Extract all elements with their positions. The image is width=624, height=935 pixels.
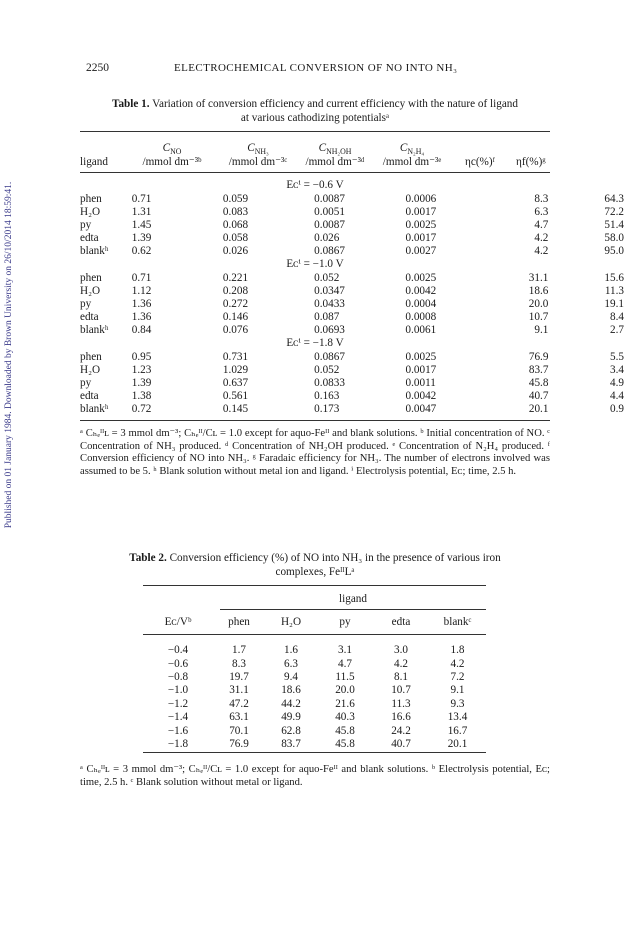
value-cell: 20.0 xyxy=(528,297,549,310)
value-cell: 31.1 xyxy=(229,684,249,697)
ligand-cell: phen xyxy=(80,193,102,205)
table1-col-eta-f: ηf(%)ᵍ xyxy=(516,156,546,168)
value-cell: 16.6 xyxy=(391,711,411,724)
value-cell: 8.3 xyxy=(534,193,549,205)
table1-caption-line1: Variation of conversion efficiency and current efficiency with the nature of ligand xyxy=(152,98,518,110)
publication-sidebar xyxy=(0,120,18,590)
table2-body xyxy=(143,644,486,751)
ligand-cell: H₂O xyxy=(80,205,101,218)
value-cell: 9.1 xyxy=(450,684,465,697)
table2-col-ec: Eᴄ/Vᵇ xyxy=(164,616,192,628)
value-cell: 40.7 xyxy=(528,389,549,402)
value-cell: 0.058 xyxy=(222,231,249,244)
table-row xyxy=(80,324,624,337)
table1-label: Table 1. xyxy=(112,98,150,110)
value-cell: 7.2 xyxy=(450,671,465,684)
value-cell: 0.0011 xyxy=(405,376,436,389)
value-cell: 11.3 xyxy=(391,697,411,710)
value-cell: 0.026 xyxy=(314,231,340,244)
table1-group-3 xyxy=(80,351,624,416)
value-cell: 76.9 xyxy=(229,737,249,750)
ligand-cell: py xyxy=(80,218,92,231)
value-cell: 20.1 xyxy=(528,402,549,415)
value-cell: 9.1 xyxy=(534,323,549,336)
value-cell: 0.146 xyxy=(222,310,249,323)
table-row xyxy=(80,193,624,206)
ligand-cell: blankʰ xyxy=(80,402,109,415)
value-cell: 16.7 xyxy=(447,724,468,737)
value-cell: 40.3 xyxy=(335,711,355,724)
ligand-cell: phen xyxy=(80,351,102,363)
value-cell: 44.2 xyxy=(281,697,301,710)
value-cell: 0.145 xyxy=(222,402,249,415)
value-cell: 0.221 xyxy=(222,272,249,284)
value-cell: 8.3 xyxy=(232,657,246,670)
table-row xyxy=(80,390,624,403)
table2-header-rule xyxy=(143,634,486,635)
value-cell: 72.2 xyxy=(604,205,624,218)
table1-group-2 xyxy=(80,272,624,337)
value-cell: 49.9 xyxy=(281,711,301,724)
table1-col-cnh2oh: $C_{NH_2OH}$ /mmol dm⁻³ᵈ xyxy=(305,142,365,168)
value-cell: 4.2 xyxy=(450,657,465,670)
value-cell: 45.8 xyxy=(528,376,549,389)
value-cell: 1.36 xyxy=(131,310,152,323)
value-cell: 0.0027 xyxy=(405,244,437,257)
value-cell: 83.7 xyxy=(281,737,301,750)
value-cell: 19.1 xyxy=(604,297,624,310)
value-cell: 4.7 xyxy=(338,657,352,670)
table2-caption xyxy=(80,551,550,579)
value-cell: 0.0006 xyxy=(405,193,437,205)
value-cell: 0.026 xyxy=(222,244,249,257)
value-cell: 0.083 xyxy=(222,205,249,218)
value-cell: 40.7 xyxy=(391,737,411,750)
table1-top-rule xyxy=(80,131,550,132)
value-cell: 4.2 xyxy=(534,231,549,244)
ligand-cell: py xyxy=(80,297,92,310)
table-row xyxy=(80,285,624,298)
value-cell: 1.8 xyxy=(450,644,465,657)
value-cell: 76.9 xyxy=(528,351,549,363)
table1-footnote: ᵃ Cₕₑᴵᴵʟ = 3 mmol dm⁻³; Cₕₑᴵᴵ/Cʟ = 1.0 except for aquo-Feᴵᴵ and blank solutions. ᵇ Initial concentration of NO. ᶜ Concentration of NH₃ produced. ᵈ Concentration of NH₂OH produced. ᵉ Concentration of N₂H₄ produced. ᶠ Conversion efficiency of NO into NH₃. ᵍ Faradaic efficiency for NH₃. The number of electrons involved was assumed to be 5. ʰ Blank solution without metal ion and ligand. ⁱ Electrolysis potential, Eᴄ; time, 2.5 h. xyxy=(80,428,550,477)
value-cell: 0.71 xyxy=(131,272,152,284)
value-cell: 3.0 xyxy=(394,644,408,657)
value-cell: 0.0025 xyxy=(405,272,437,284)
table2-group-header: ligand xyxy=(339,593,367,605)
value-cell: 9.4 xyxy=(284,671,298,684)
value-cell: 1.12 xyxy=(131,284,152,297)
table-row xyxy=(80,377,624,390)
table1-potential-2: Eᴄⁱ = −1.0 V xyxy=(286,258,344,270)
value-cell: 0.0347 xyxy=(314,284,345,297)
value-cell: 64.3 xyxy=(604,193,624,205)
value-cell: 0.059 xyxy=(222,193,249,205)
potential-cell: −1.4 xyxy=(167,711,189,724)
table2-caption-line1: Conversion efficiency (%) of NO into NH₃ in the presence of various iron xyxy=(169,552,501,564)
value-cell: 0.0051 xyxy=(314,205,345,218)
table-row xyxy=(80,219,624,232)
table2-footnote: ᵃ Cₕₑᴵᴵʟ = 3 mmol dm⁻³; Cₕₑᴵᴵ/Cʟ = 1.0 except for aquo-Feᴵᴵ and blank solutions. ᵇ Electrolysis potential, Eᴄ; time, 2.5 h. ᶜ Blank solution without metal or ligand. xyxy=(80,764,550,788)
value-cell: 63.1 xyxy=(229,711,249,724)
value-cell: 10.7 xyxy=(528,310,549,323)
table1-caption xyxy=(80,97,550,125)
ligand-cell: edta xyxy=(80,389,99,402)
table1-col-ligand: ligand xyxy=(80,156,108,168)
value-cell: 6.3 xyxy=(534,205,549,218)
value-cell: 62.8 xyxy=(281,724,301,737)
value-cell: 1.23 xyxy=(131,363,152,376)
value-cell: 0.0017 xyxy=(405,205,437,218)
value-cell: 58.0 xyxy=(604,231,624,244)
ligand-cell: py xyxy=(80,376,92,389)
table1-header-rule xyxy=(80,172,550,173)
value-cell: 4.2 xyxy=(534,244,549,257)
running-title: ELECTROCHEMICAL CONVERSION OF NO INTO NH₃ xyxy=(174,62,458,74)
value-cell: 0.208 xyxy=(222,284,249,297)
table1-col-cno: $C_{NO}$ /mmol dm⁻³ᵇ xyxy=(142,142,202,168)
value-cell: 0.0693 xyxy=(314,323,345,336)
table1-potential-3: Eᴄⁱ = −1.8 V xyxy=(286,337,344,349)
value-cell: 4.9 xyxy=(610,376,624,389)
value-cell: 0.0042 xyxy=(405,284,437,297)
page-number: 2250 xyxy=(86,62,109,74)
table-row xyxy=(143,644,486,657)
value-cell: 20.0 xyxy=(335,684,355,697)
value-cell: 15.6 xyxy=(604,272,624,284)
value-cell: 0.272 xyxy=(222,297,249,310)
value-cell: 9.3 xyxy=(450,697,465,710)
value-cell: 0.0025 xyxy=(405,351,437,363)
table-row xyxy=(80,403,624,416)
value-cell: 0.0004 xyxy=(405,297,437,310)
value-cell: 1.39 xyxy=(131,376,152,389)
table2-group-rule xyxy=(220,609,486,610)
value-cell: 1.029 xyxy=(222,363,249,376)
value-cell: 8.4 xyxy=(610,310,624,323)
table1-col-eta-c: ηc(%)ᶠ xyxy=(465,156,495,168)
table-row xyxy=(143,657,486,670)
value-cell: 0.72 xyxy=(131,402,152,415)
value-cell: 19.7 xyxy=(229,671,249,684)
table2-col-header: edta xyxy=(391,616,411,628)
value-cell: 0.0017 xyxy=(405,363,437,376)
running-header xyxy=(86,62,586,76)
table-row xyxy=(80,351,624,364)
value-cell: 0.0047 xyxy=(405,402,437,415)
value-cell: 0.0017 xyxy=(405,231,437,244)
value-cell: 0.0833 xyxy=(314,376,345,389)
value-cell: 0.637 xyxy=(222,376,249,389)
value-cell: 21.6 xyxy=(335,697,355,710)
value-cell: 47.2 xyxy=(229,697,249,710)
potential-cell: −1.2 xyxy=(167,697,189,710)
value-cell: 24.2 xyxy=(391,724,411,737)
value-cell: 0.0867 xyxy=(314,351,345,363)
table1-potential-1: Eᴄⁱ = −0.6 V xyxy=(286,179,344,191)
value-cell: 11.5 xyxy=(335,671,355,684)
value-cell: 18.6 xyxy=(281,684,301,697)
value-cell: 1.6 xyxy=(284,644,298,657)
value-cell: 3.4 xyxy=(610,363,624,376)
value-cell: 13.4 xyxy=(447,711,468,724)
value-cell: 0.068 xyxy=(222,218,249,231)
ligand-cell: blankʰ xyxy=(80,323,109,336)
value-cell: 0.95 xyxy=(131,351,152,363)
ligand-cell: H₂O xyxy=(80,284,101,297)
value-cell: 70.1 xyxy=(229,724,249,737)
value-cell: 0.163 xyxy=(314,389,340,402)
potential-cell: −1.0 xyxy=(167,684,189,697)
table-row xyxy=(80,298,624,311)
value-cell: 11.3 xyxy=(604,284,624,297)
table2-col-header: py xyxy=(339,616,351,628)
table-row xyxy=(80,206,624,219)
value-cell: 0.561 xyxy=(222,389,249,402)
value-cell: 45.8 xyxy=(335,724,355,737)
value-cell: 0.0061 xyxy=(405,323,437,336)
table-row xyxy=(80,272,624,285)
value-cell: 0.731 xyxy=(222,351,249,363)
value-cell: 20.1 xyxy=(447,737,468,750)
table2-caption-line2: complexes, FeᴵᴵLᵃ xyxy=(275,566,355,578)
value-cell: 0.62 xyxy=(131,244,152,257)
value-cell: 8.1 xyxy=(394,671,408,684)
value-cell: 1.31 xyxy=(131,205,152,218)
table-row xyxy=(143,724,486,737)
value-cell: 95.0 xyxy=(604,244,624,257)
table2-label: Table 2. xyxy=(129,552,167,564)
value-cell: 83.7 xyxy=(528,363,549,376)
table2-col-header: H₂O xyxy=(280,616,302,628)
value-cell: 0.0087 xyxy=(314,193,345,205)
value-cell: 0.84 xyxy=(131,323,152,336)
table2-col-header: phen xyxy=(228,616,250,628)
value-cell: 4.2 xyxy=(394,657,408,670)
table2-top-rule xyxy=(143,585,486,586)
table-row xyxy=(80,232,624,245)
table-row xyxy=(143,671,486,684)
value-cell: 5.5 xyxy=(610,351,624,363)
table1-bottom-rule xyxy=(80,420,550,421)
value-cell: 0.0025 xyxy=(405,218,437,231)
table1-caption-line2: at various cathodizing potentialsᵃ xyxy=(240,112,390,124)
value-cell: 45.8 xyxy=(335,737,355,750)
table2-header-row xyxy=(143,616,486,629)
value-cell: 0.0433 xyxy=(314,297,345,310)
value-cell: 0.0008 xyxy=(405,310,437,323)
value-cell: 0.052 xyxy=(314,363,340,376)
potential-cell: −0.8 xyxy=(167,671,189,684)
publication-notice: Published on 01 January 1984. Downloaded by Brown University on 26/10/2014 18:59:41. xyxy=(4,181,14,529)
potential-cell: −1.8 xyxy=(167,737,189,750)
value-cell: 0.71 xyxy=(131,193,152,205)
value-cell: 18.6 xyxy=(528,284,549,297)
table-row xyxy=(80,311,624,324)
table-row xyxy=(143,698,486,711)
table1-group-1 xyxy=(80,193,624,258)
value-cell: 0.076 xyxy=(222,323,249,336)
value-cell: 51.4 xyxy=(604,218,624,231)
value-cell: 0.173 xyxy=(314,402,340,415)
ligand-cell: edta xyxy=(80,310,99,323)
table-row xyxy=(143,684,486,697)
value-cell: 0.9 xyxy=(610,402,624,415)
table-row xyxy=(80,364,624,377)
value-cell: 1.39 xyxy=(131,231,152,244)
value-cell: 4.7 xyxy=(534,218,549,231)
potential-cell: −0.6 xyxy=(167,657,189,670)
ligand-cell: blankʰ xyxy=(80,244,109,257)
value-cell: 3.1 xyxy=(338,644,352,657)
table2-col-header: blankᶜ xyxy=(443,616,472,628)
value-cell: 0.052 xyxy=(314,272,340,284)
ligand-cell: H₂O xyxy=(80,363,101,376)
value-cell: 2.7 xyxy=(610,323,624,336)
value-cell: 1.7 xyxy=(232,644,246,657)
table-row xyxy=(143,711,486,724)
value-cell: 1.36 xyxy=(131,297,152,310)
value-cell: 0.0042 xyxy=(405,389,437,402)
value-cell: 31.1 xyxy=(528,272,549,284)
value-cell: 6.3 xyxy=(284,657,298,670)
value-cell: 0.087 xyxy=(314,310,340,323)
value-cell: 0.0087 xyxy=(314,218,345,231)
table-row xyxy=(80,245,624,258)
table1-col-cn2h4: $C_{N_2H_4}$ /mmol dm⁻³ᵉ xyxy=(382,142,442,168)
ligand-cell: phen xyxy=(80,272,102,284)
value-cell: 1.38 xyxy=(131,389,152,402)
table-row xyxy=(143,738,486,751)
table1-col-cnh3: $C_{NH_3}$ /mmol dm⁻³ᶜ xyxy=(228,142,288,168)
table2-bottom-rule xyxy=(143,752,486,753)
potential-cell: −0.4 xyxy=(167,644,189,657)
value-cell: 1.45 xyxy=(131,218,152,231)
potential-cell: −1.6 xyxy=(167,724,189,737)
value-cell: 10.7 xyxy=(391,684,411,697)
value-cell: 0.0867 xyxy=(314,244,345,257)
value-cell: 4.4 xyxy=(610,389,624,402)
ligand-cell: edta xyxy=(80,231,99,244)
